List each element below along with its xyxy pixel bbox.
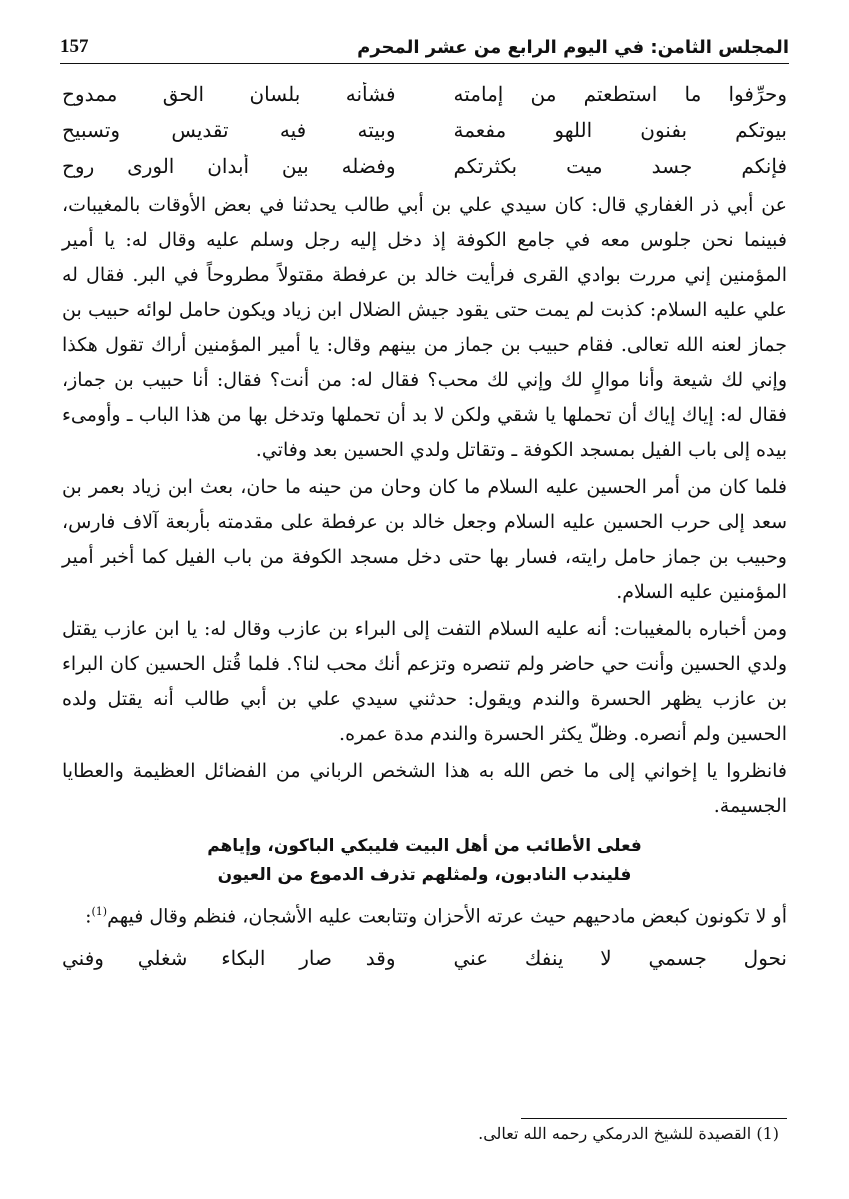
paragraph: فلما كان من أمر الحسين عليه السلام ما كان وحان من حينه ما حان، بعث ابن زياد بعمر بن سعد إلى حرب الحسين عليه السلام وجعل خالد بن عرفطة على مقدمته بأربعة آلاف فارس، وحبيب بن جماز حامل رايته، فسار بها حتى دخل مسجد الكوفة من باب الفيل كما أخبر أمير المؤمنين عليه السلام. (62, 476, 787, 603)
verse-line (62, 76, 787, 112)
verse-first-half: نحول جسمي لا ينفك عني (453, 946, 787, 971)
paragraph: ومن أخباره بالمغيبات: أنه عليه السلام التفت إلى البراء بن عازب وقال له: يا ابن عازب يقتل ولدي الحسين وأنت حي حاضر ولم تنصره وتزعم أنك محب لنا؟. فلما قُتل الحسين كان البراء بن عازب يظهر الحسرة والندم ويقول: حدثني سيدي علي بن أبي طالب أنه يقتل ولده الحسين ولم أنصره. وظلّ يكثر الحسرة والندم مدة عمره. (62, 618, 787, 745)
verse-second-half: وبيته فيه تقديس وتسبيح (62, 118, 396, 142)
footnote-divider (521, 1118, 787, 1119)
verse-line (62, 112, 787, 148)
paragraph: عن أبي ذر الغفاري قال: كان سيدي علي بن أبي طالب يحدثنا في بعض الأوقات بالمغيبات، فبينما نحن جلوس معه في جامع الكوفة إذ دخل إليه رجل وسلم عليه وقال له: يا أمير المؤمنين إني مررت بوادي القرى فرأيت خالد بن عرفطة مقتولاً مطروحاً في البر. فقال له علي عليه السلام: كذبت لم يمت حتى يقود جيش الضلال ابن زياد ويكون حامل لوائه حبيب بن جماز لعنه الله تعالى. فقام حبيب بن جماز من بينهم وقال: يا أمير المؤمنين أراك تقول هكذا وإني لك شيعة وأنا موالٍ لك وإني لك محب؟ فقال له: من أنت؟ فقال: أنا حبيب بن جماز، فقال له: إياك إياك أن تحملها يا شقي ولكن لا بد أن تحملها وتدخل بها من هذا الباب ـ وأومىء بيده إلى باب الفيل بمسجد الكوفة ـ وتقاتل ولدي الحسين بعد وفاتي. (62, 194, 787, 461)
closing-paragraph (62, 894, 787, 934)
footnote: (1) القصيدة للشيخ الدرمكي رحمه الله تعالى. (478, 1124, 779, 1143)
verse-first-half: فإنكم جسد ميت بكثرتكم (453, 154, 787, 178)
final-verse-line (62, 940, 787, 976)
running-title: المجلس الثامن: في اليوم الرابع من عشر المحرم (357, 37, 789, 58)
verse-first-half: بيوتكم بفنون اللهو مفعمة (453, 118, 787, 142)
closing-colon: : (85, 905, 92, 928)
verse-line (62, 148, 787, 184)
verse-first-half: وحرِّفوا ما استطعتم من إمامته (453, 82, 787, 106)
centered-verse (62, 832, 787, 890)
page-body (62, 76, 787, 976)
page-header (60, 30, 789, 64)
closing-paragraph-text: أو لا تكونون كبعض مادحيهم حيث عرته الأحزان وتتابعت عليه الأشجان، فنظم وقال فيهم (107, 905, 787, 928)
centered-verse-line: فعلى الأطائب من أهل البيت فليبكي الباكون، وإياهم (207, 836, 642, 856)
footnote-reference[interactable]: (1) (91, 905, 108, 918)
page-number: 157 (60, 36, 89, 57)
verse-second-half: وقد صار البكاء شغلي وفني (62, 946, 396, 971)
verse-second-half: فشأنه بلسان الحق ممدوح (62, 82, 396, 106)
verse-second-half: وفضله بين أبدان الورى روح (62, 154, 396, 178)
centered-verse-line: فليندب النادبون، ولمثلهم تذرف الدموع من العيون (217, 865, 632, 885)
paragraph: فانظروا يا إخواني إلى ما خص الله به هذا الشخص الرباني من الفضائل العظيمة والعطايا الجسيمة. (62, 760, 787, 817)
poem-top (62, 76, 787, 184)
